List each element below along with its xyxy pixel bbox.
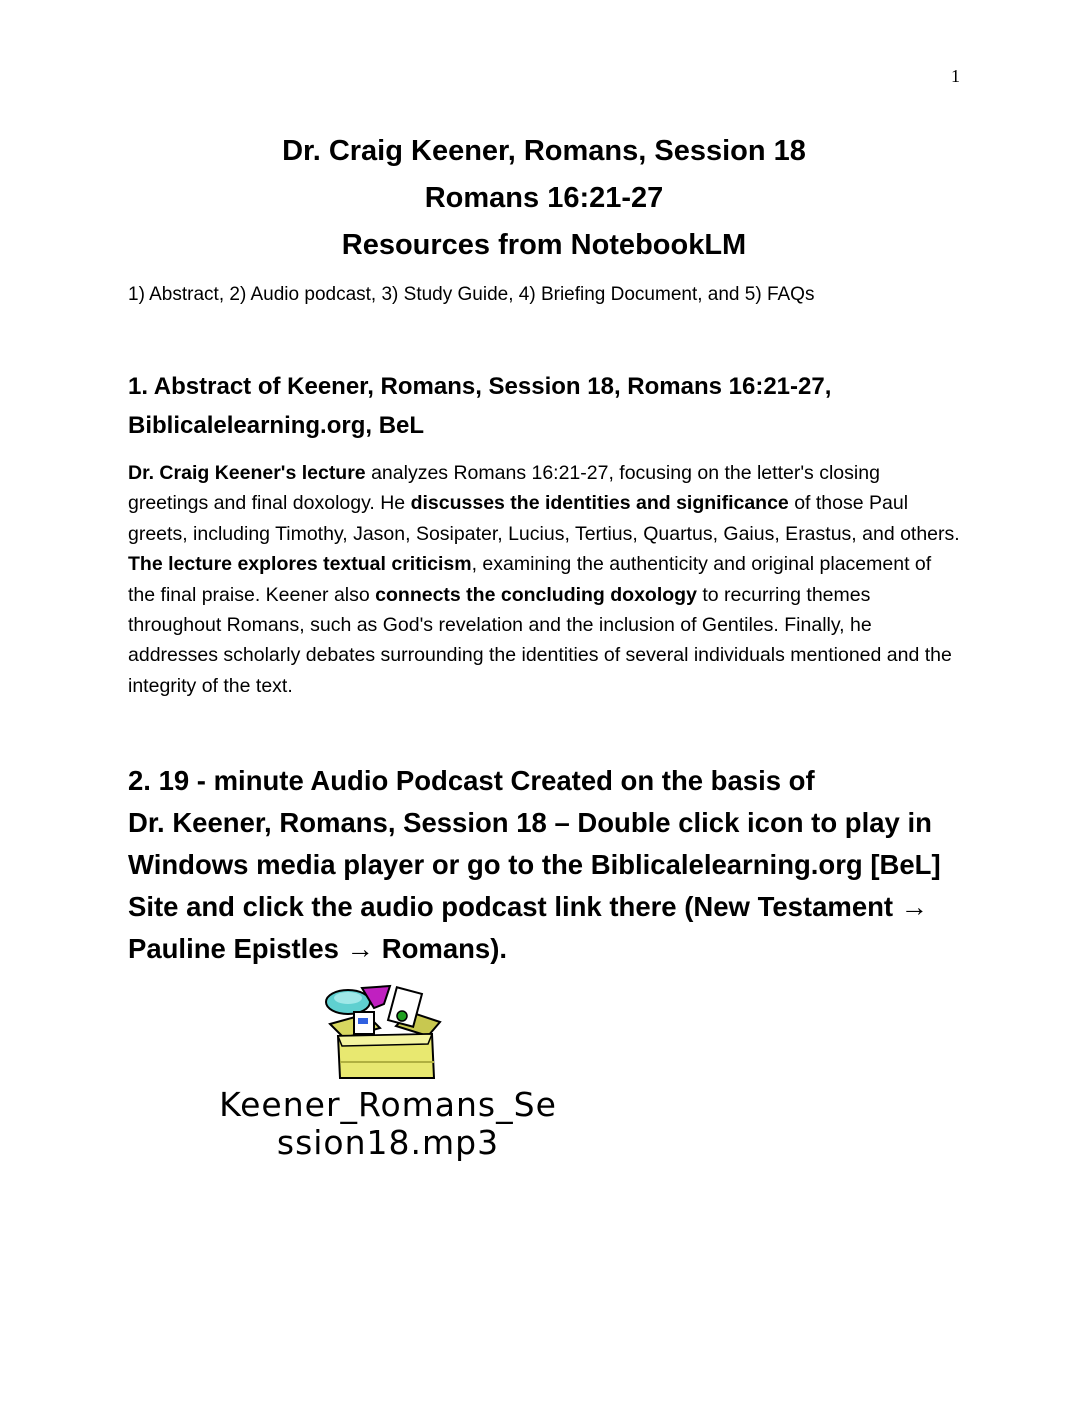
page-number: 1 — [951, 66, 960, 86]
podcast-heading-body — [128, 802, 968, 970]
abstract-paragraph — [128, 458, 962, 701]
arrow-right-icon: → — [346, 933, 375, 964]
abstract-bold-3: The lecture explores textual criticism — [128, 553, 472, 576]
audio-filename-line-1: Keener_Romans_Se — [219, 1085, 557, 1124]
title-line-1: Dr. Craig Keener, Romans, Session 18 — [282, 135, 806, 167]
abstract-text-3: , examining the authenticity and original placement of the final praise. Keener also — [128, 553, 932, 606]
title-line-2: Romans 16:21-27 — [424, 182, 664, 214]
abstract-bold-4: connects the concluding doxology — [375, 583, 697, 606]
podcast-heading-line-1: 2. 19 - minute Audio Podcast Created on the basis of — [128, 765, 815, 796]
contents-list: 1) Abstract, 2) Audio podcast, 3) Study Guide, 4) Briefing Document, and 5) FAQs — [128, 284, 815, 305]
abstract-bold-2: discusses the identities and significance — [410, 492, 789, 515]
abstract-heading — [128, 367, 968, 445]
audio-filename-line-2: ssion18.mp3 — [276, 1123, 500, 1162]
abstract-text-1: analyzes Romans 16:21-27, focusing on the letter's closing greetings and final doxology. He — [128, 462, 880, 515]
podcast-heading — [128, 760, 968, 970]
podcast-heading-text-1: Dr. Keener, Romans, Session 18 – Double click icon to play in Windows media player or go to the Biblicalelearning.org [BeL] Site and click the audio podcast link there (New Testament — [128, 807, 941, 922]
podcast-heading-text-2: Pauline Epistles — [128, 933, 347, 964]
abstract-text-4: to recurring themes throughout Romans, such as God's revelation and the inclusion of Gentiles. Finally, he addresses scholarly debates surrounding the identities of several individuals mentioned and the integrity of the text. — [128, 583, 952, 697]
audio-filename[interactable] — [128, 1086, 648, 1162]
arrow-right-icon: → — [900, 891, 929, 922]
audio-file-attachment[interactable] — [128, 982, 648, 1162]
abstract-bold-1: Dr. Craig Keener's lecture — [128, 462, 366, 484]
package-icon[interactable] — [310, 982, 460, 1080]
abstract-heading-line-2: Biblicalelearning.org, BeL — [128, 412, 425, 439]
abstract-heading-line-1: 1. Abstract of Keener, Romans, Session 18, Romans 16:21-27, — [128, 373, 832, 400]
document-title — [0, 128, 1088, 269]
podcast-heading-text-3: Romans). — [374, 933, 507, 964]
abstract-text-2: of those Paul greets, including Timothy, Jason, Sosipater, Lucius, Tertius, Quartus, Gaius, Erastus, and others. — [128, 492, 960, 545]
title-line-3: Resources from NotebookLM — [341, 229, 747, 261]
